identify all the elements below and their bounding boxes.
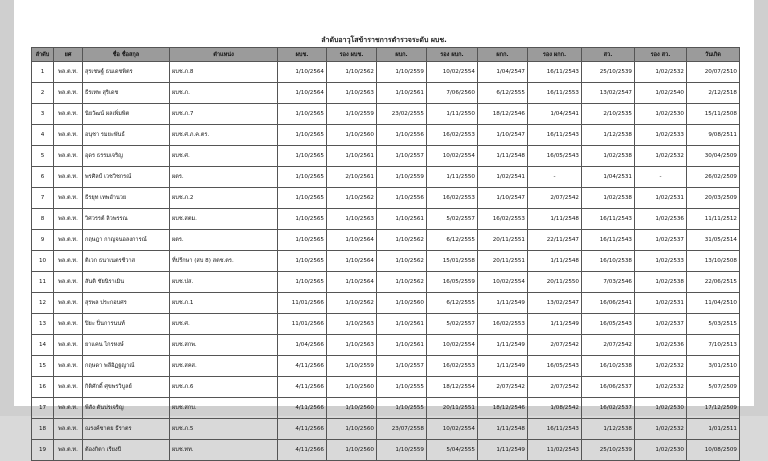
table-cell: 6 — [32, 167, 54, 188]
table-cell: ผบช.ภ.6 — [170, 377, 278, 398]
table-cell: 20/11/2551 — [478, 230, 528, 251]
table-cell: 1/10/2564 — [278, 62, 327, 83]
table-cell: 1/02/2532 — [635, 146, 687, 167]
table-cell: 19 — [32, 440, 54, 461]
table-cell: 10/02/2554 — [427, 419, 478, 440]
table-cell: 1/10/2563 — [327, 314, 377, 335]
table-cell: ธีรเทพ สุริเดช — [83, 83, 170, 104]
table-cell: 2/12/2518 — [687, 83, 740, 104]
table-cell: 1/02/2532 — [635, 419, 687, 440]
table-row — [32, 377, 740, 398]
table-cell: 1/02/2530 — [635, 440, 687, 461]
table-cell: 1/11/2548 — [478, 419, 528, 440]
table-cell: 1 — [32, 62, 54, 83]
table-cell: 4/11/2566 — [278, 356, 327, 377]
table-cell: พล.ต.ท. — [54, 251, 83, 272]
table-cell: 1/11/2549 — [478, 335, 528, 356]
table-cell: 1/10/2560 — [327, 398, 377, 419]
table-cell: 16/10/2538 — [582, 251, 635, 272]
table-cell: พล.ต.ท. — [54, 335, 83, 356]
column-header: รอง ผกก. — [528, 48, 582, 62]
table-cell: ผบช.ทท. — [170, 440, 278, 461]
table-cell: กฤษฎา กาญจนอลงการณ์ — [83, 230, 170, 251]
table-cell: 13/10/2508 — [687, 251, 740, 272]
table-cell: สุรพล ประกอบศร — [83, 293, 170, 314]
table-cell: 4/11/2566 — [278, 377, 327, 398]
table-cell: 18/12/2546 — [478, 104, 528, 125]
background-left — [0, 0, 14, 416]
table-cell: พล.ต.ท. — [54, 125, 83, 146]
table-cell: 1/10/2565 — [278, 125, 327, 146]
table-cell: 17 — [32, 398, 54, 419]
table-cell: 11/04/2510 — [687, 293, 740, 314]
table-cell: 2/07/2542 — [528, 335, 582, 356]
table-cell: 4/11/2566 — [278, 440, 327, 461]
table-cell: 1/10/2564 — [278, 83, 327, 104]
table-cell: 14 — [32, 335, 54, 356]
column-header: ลำดับ — [32, 48, 54, 62]
table-cell: 1/10/2559 — [377, 62, 427, 83]
table-cell: 1/10/2565 — [278, 209, 327, 230]
table-cell: 1/02/2532 — [635, 356, 687, 377]
table-cell: 7/10/2513 — [687, 335, 740, 356]
table-cell: 16/05/2559 — [427, 272, 478, 293]
table-cell: 1/12/2538 — [582, 125, 635, 146]
table-cell: 4 — [32, 125, 54, 146]
table-cell: 1/04/2566 — [278, 335, 327, 356]
table-row — [32, 146, 740, 167]
table-cell: 16/11/2553 — [528, 83, 582, 104]
table-cell: 10/02/2554 — [427, 62, 478, 83]
table-cell: พล.ต.ท. — [54, 209, 83, 230]
table-cell: 9 — [32, 230, 54, 251]
table-cell: 31/05/2514 — [687, 230, 740, 251]
table-cell: 4/11/2566 — [278, 419, 327, 440]
table-cell: 1/10/2565 — [278, 230, 327, 251]
table-cell: 16/02/2537 — [582, 398, 635, 419]
table-cell: 13/02/2547 — [582, 83, 635, 104]
table-cell: พล.ต.ท. — [54, 104, 83, 125]
table-cell: 1/11/2550 — [427, 104, 478, 125]
table-cell: พล.ต.ท. — [54, 314, 83, 335]
table-cell: 1/01/2511 — [687, 419, 740, 440]
table-cell: 16/11/2543 — [582, 230, 635, 251]
table-cell: 2/07/2542 — [528, 188, 582, 209]
table-cell: 10/08/2509 — [687, 440, 740, 461]
column-header: ผบก. — [377, 48, 427, 62]
table-cell: 1/02/2531 — [635, 293, 687, 314]
table-cell: 3 — [32, 104, 54, 125]
table-cell: ปิยะ ปิ่นการนนท์ — [83, 314, 170, 335]
table-cell: 1/02/2537 — [635, 314, 687, 335]
table-cell: 16/02/2553 — [478, 209, 528, 230]
table-row — [32, 62, 740, 83]
table-cell: 6/12/2555 — [427, 230, 478, 251]
table-cell: 1/10/2555 — [377, 377, 427, 398]
column-header: รอง ผบช. — [327, 48, 377, 62]
table-cell: ผบช.สกพ. — [170, 335, 278, 356]
table-cell: 16/11/2543 — [528, 419, 582, 440]
table-cell: 1/10/2560 — [327, 440, 377, 461]
table-cell: 16/02/2553 — [427, 356, 478, 377]
table-cell: 18 — [32, 419, 54, 440]
table-cell: 16/11/2543 — [528, 125, 582, 146]
table-cell: ธีรยุท เทพอำนวย — [83, 188, 170, 209]
column-header: สว. — [582, 48, 635, 62]
table-cell: ผบช.สตม. — [170, 209, 278, 230]
table-cell: 12 — [32, 293, 54, 314]
table-cell: 23/07/2558 — [377, 419, 427, 440]
table-cell: 1/11/2549 — [478, 440, 528, 461]
table-cell: ผบช.ภ. — [170, 83, 278, 104]
table-cell: 5/02/2557 — [427, 314, 478, 335]
table-cell: 1/10/2564 — [327, 230, 377, 251]
table-cell: 30/04/2509 — [687, 146, 740, 167]
table-cell: ที่ปรึกษา (สบ 8) สตช.ตร. — [170, 251, 278, 272]
table-cell: 2/07/2542 — [528, 377, 582, 398]
table-cell: พล.ต.ท. — [54, 293, 83, 314]
table-cell: 1/10/2565 — [278, 188, 327, 209]
table-cell: 8 — [32, 209, 54, 230]
table-cell: 1/10/2561 — [377, 209, 427, 230]
table-cell: 23/02/2555 — [377, 104, 427, 125]
table-cell: 1/10/2564 — [327, 272, 377, 293]
table-cell: 13 — [32, 314, 54, 335]
column-header: ยศ — [54, 48, 83, 62]
table-cell: 6/12/2555 — [427, 293, 478, 314]
table-cell: 1/10/2565 — [278, 251, 327, 272]
table-cell: 1/11/2550 — [427, 167, 478, 188]
table-cell: ผบช.ปส. — [170, 272, 278, 293]
table-cell: 1/02/2538 — [582, 146, 635, 167]
table-cell: 7/03/2546 — [582, 272, 635, 293]
table-cell: 16/02/2553 — [427, 125, 478, 146]
table-cell: 16/06/2537 — [582, 377, 635, 398]
table-cell: ต้องกิตา เรียงปี — [83, 440, 170, 461]
table-cell: 11/11/2512 — [687, 209, 740, 230]
table-cell: 4/11/2566 — [278, 398, 327, 419]
table-cell: สันติ ชัยนิราเมิน — [83, 272, 170, 293]
table-cell: 1/02/2533 — [635, 125, 687, 146]
table-cell: 5/07/2509 — [687, 377, 740, 398]
table-cell: 2/07/2542 — [582, 335, 635, 356]
column-header: วันเกิด — [687, 48, 740, 62]
table-cell: 25/10/2539 — [582, 440, 635, 461]
table-cell: กิติศักดิ์ ศุขพรวิบูลย์ — [83, 377, 170, 398]
table-cell: 16/11/2543 — [528, 62, 582, 83]
table-row — [32, 104, 740, 125]
table-cell: 26/02/2509 — [687, 167, 740, 188]
table-cell: พล.ต.ท. — [54, 440, 83, 461]
table-cell: 22/11/2547 — [528, 230, 582, 251]
table-cell: 1/10/2560 — [327, 377, 377, 398]
table-cell: ผบช.ภ.1 — [170, 293, 278, 314]
table-cell: อนุชา รมยะพันธ์ — [83, 125, 170, 146]
table-cell: 10 — [32, 251, 54, 272]
table-cell: พล.ต.ท. — [54, 419, 83, 440]
table-cell: พีสัง ตันปรเจริญ — [83, 398, 170, 419]
table-cell: พล.ต.ท. — [54, 146, 83, 167]
table-cell: 16/02/2553 — [478, 314, 528, 335]
table-cell: 7 — [32, 188, 54, 209]
table-cell: 1/10/2562 — [327, 188, 377, 209]
table-cell: พล.ต.ท. — [54, 377, 83, 398]
table-cell: 1/10/2565 — [278, 104, 327, 125]
table-cell: 1/02/2532 — [635, 62, 687, 83]
table-row — [32, 293, 740, 314]
table-cell: ผบช.ภ.7 — [170, 104, 278, 125]
table-cell: นิยวัฒน์ ผลเพิ่มพิต — [83, 104, 170, 125]
table-cell: 11/01/2566 — [278, 314, 327, 335]
table-cell: 10/02/2554 — [427, 335, 478, 356]
table-cell: 1/10/2559 — [377, 440, 427, 461]
table-cell: 1/10/2562 — [327, 293, 377, 314]
table-cell: 16/02/2553 — [427, 188, 478, 209]
table-cell: 25/10/2539 — [582, 62, 635, 83]
table-cell: ผตร. — [170, 167, 278, 188]
table-cell: - — [528, 167, 582, 188]
table-cell: 1/10/2561 — [377, 83, 427, 104]
table-cell: 1/10/2547 — [478, 125, 528, 146]
table-cell: 1/02/2540 — [635, 83, 687, 104]
table-row — [32, 398, 740, 419]
table-cell: 1/10/2563 — [327, 209, 377, 230]
table-cell: 1/02/2533 — [635, 251, 687, 272]
table-row — [32, 251, 740, 272]
table-cell: 1/10/2565 — [278, 272, 327, 293]
table-cell: 1/02/2538 — [582, 188, 635, 209]
table-cell: 5/02/2557 — [427, 209, 478, 230]
table-cell: 1/08/2542 — [528, 398, 582, 419]
document-title: ลำดับอาวุโสข้าราชการตำรวจระดับ ผบช. — [321, 36, 447, 44]
table-cell: 11 — [32, 272, 54, 293]
table-cell: ผบช.สคส. — [170, 356, 278, 377]
table-cell: 15/11/2508 — [687, 104, 740, 125]
table-cell: 1/11/2549 — [478, 356, 528, 377]
table-cell: 16/05/2543 — [528, 146, 582, 167]
table-cell: 5/03/2515 — [687, 314, 740, 335]
table-cell: ยาแคน ไกรหงษ์ — [83, 335, 170, 356]
table-cell: 18/12/2546 — [478, 398, 528, 419]
table-cell: 1/02/2531 — [635, 188, 687, 209]
table-cell: ผบช.ภ.5 — [170, 419, 278, 440]
table-cell: 22/06/2515 — [687, 272, 740, 293]
table-row — [32, 272, 740, 293]
table-cell: พล.ต.ท. — [54, 272, 83, 293]
background-right — [754, 0, 768, 416]
table-cell: 1/10/2565 — [278, 146, 327, 167]
table-cell: 16 — [32, 377, 54, 398]
table-cell: 1/02/2536 — [635, 335, 687, 356]
table-cell: 1/11/2549 — [528, 314, 582, 335]
table-row — [32, 83, 740, 104]
table-cell: ติเวก ธนาเนตรชีวาส — [83, 251, 170, 272]
table-cell: ผบช.ภ.8 — [170, 62, 278, 83]
table-cell: ผบช.ศ. — [170, 146, 278, 167]
table-cell: 1/11/2549 — [478, 293, 528, 314]
table-cell: 1/10/2562 — [377, 272, 427, 293]
table-cell: 20/11/2551 — [478, 251, 528, 272]
table-cell: 18/12/2554 — [427, 377, 478, 398]
table-cell: 1/02/2530 — [635, 398, 687, 419]
table-cell: 1/02/2532 — [635, 377, 687, 398]
table-cell: 3/01/2510 — [687, 356, 740, 377]
table-cell: 1/10/2557 — [377, 356, 427, 377]
table-cell: 1/10/2563 — [327, 335, 377, 356]
table-row — [32, 125, 740, 146]
table-cell: พรศิลป์ เวชวิชกรณ์ — [83, 167, 170, 188]
table-cell: 16/11/2543 — [582, 209, 635, 230]
table-cell: 1/10/2562 — [377, 230, 427, 251]
table-cell: 20/03/2509 — [687, 188, 740, 209]
table-cell: 11/01/2566 — [278, 293, 327, 314]
table-cell: 1/11/2548 — [528, 251, 582, 272]
table-cell: 2/10/2535 — [582, 104, 635, 125]
table-cell: 1/10/2564 — [327, 251, 377, 272]
table-cell: 1/04/2541 — [528, 104, 582, 125]
table-cell: สุรเชษฐ์ ธนเดชพิตร — [83, 62, 170, 83]
table-cell: 15 — [32, 356, 54, 377]
seniority-table — [31, 47, 740, 461]
table-cell: ผตร. — [170, 230, 278, 251]
table-cell: ผบช.สกบ. — [170, 398, 278, 419]
table-cell: 1/10/2561 — [377, 335, 427, 356]
table-cell: 1/10/2560 — [327, 125, 377, 146]
table-cell: 1/10/2560 — [377, 293, 427, 314]
table-cell: ผบช.ศ.ภ.ค.ตร. — [170, 125, 278, 146]
table-cell: 1/10/2562 — [377, 251, 427, 272]
table-cell: พล.ต.ท. — [54, 167, 83, 188]
table-cell: 16/05/2543 — [582, 314, 635, 335]
table-cell: 16/10/2538 — [582, 356, 635, 377]
table-cell: 1/02/2541 — [478, 167, 528, 188]
table-header-row — [32, 48, 740, 62]
table-cell: 6/12/2555 — [478, 83, 528, 104]
table-cell: 2/07/2542 — [478, 377, 528, 398]
table-cell: 20/11/2551 — [427, 398, 478, 419]
table-cell: ณรงค์ชาตย ธีราตร — [83, 419, 170, 440]
table-cell: 2 — [32, 83, 54, 104]
table-row — [32, 419, 740, 440]
table-cell: 1/11/2548 — [528, 209, 582, 230]
table-row — [32, 314, 740, 335]
table-cell: 1/10/2561 — [327, 146, 377, 167]
column-header: รอง ผบก. — [427, 48, 478, 62]
table-cell: 1/11/2548 — [478, 146, 528, 167]
table-cell: 1/10/2557 — [377, 146, 427, 167]
table-cell: 1/10/2559 — [377, 167, 427, 188]
table-cell: 15/01/2558 — [427, 251, 478, 272]
table-cell: วิศวรรต์ ลิวพรรณ — [83, 209, 170, 230]
table-cell: 7/06/2560 — [427, 83, 478, 104]
table-cell: 16/05/2543 — [528, 356, 582, 377]
table-cell: 1/02/2538 — [635, 272, 687, 293]
table-cell: 1/10/2561 — [377, 314, 427, 335]
table-cell: พล.ต.ท. — [54, 230, 83, 251]
table-cell: 13/02/2547 — [528, 293, 582, 314]
table-cell: 1/02/2537 — [635, 230, 687, 251]
column-header: ตำแหน่ง — [170, 48, 278, 62]
table-row — [32, 167, 740, 188]
table-cell: 1/10/2565 — [278, 167, 327, 188]
table-cell: 20/07/2510 — [687, 62, 740, 83]
table-cell: 1/10/2556 — [377, 125, 427, 146]
table-row — [32, 209, 740, 230]
table-cell: พล.ต.ท. — [54, 398, 83, 419]
table-cell: 1/10/2562 — [327, 62, 377, 83]
table-cell: 16/06/2541 — [582, 293, 635, 314]
table-row — [32, 188, 740, 209]
table-row — [32, 356, 740, 377]
table-cell: 5 — [32, 146, 54, 167]
table-cell: 10/02/2554 — [478, 272, 528, 293]
table-cell: 20/11/2550 — [528, 272, 582, 293]
table-cell: 11/02/2543 — [528, 440, 582, 461]
table-row — [32, 335, 740, 356]
table-cell: 10/02/2554 — [427, 146, 478, 167]
table-cell: พล.ต.ท. — [54, 356, 83, 377]
table-cell: ผบช.ศ. — [170, 314, 278, 335]
column-header: ชื่อ ชื่อสกุล — [83, 48, 170, 62]
table-cell: พล.ต.ท. — [54, 62, 83, 83]
table-cell: 5/04/2555 — [427, 440, 478, 461]
table-cell: 1/10/2560 — [327, 419, 377, 440]
table-cell: ผบช.ภ.2 — [170, 188, 278, 209]
table-row — [32, 230, 740, 251]
table-cell: - — [635, 167, 687, 188]
table-cell: 1/12/2538 — [582, 419, 635, 440]
table-cell: พล.ต.ท. — [54, 188, 83, 209]
table-cell: 2/10/2561 — [327, 167, 377, 188]
column-header: ผบช. — [278, 48, 327, 62]
table-cell: 1/04/2547 — [478, 62, 528, 83]
column-header: รอง สว. — [635, 48, 687, 62]
table-cell: 1/10/2556 — [377, 188, 427, 209]
table-cell: 1/10/2555 — [377, 398, 427, 419]
table-cell: 1/10/2563 — [327, 83, 377, 104]
table-cell: 1/02/2536 — [635, 209, 687, 230]
table-cell: 1/10/2547 — [478, 188, 528, 209]
table-cell: พล.ต.ท. — [54, 83, 83, 104]
table-cell: 1/10/2559 — [327, 356, 377, 377]
table-cell: 1/02/2530 — [635, 104, 687, 125]
table-cell: 9/08/2511 — [687, 125, 740, 146]
table-row — [32, 440, 740, 461]
table-cell: กฤษดา พลีอิฏฐญาณ์ — [83, 356, 170, 377]
column-header: ผกก. — [478, 48, 528, 62]
table-cell: 17/12/2509 — [687, 398, 740, 419]
table-cell: อุดร ธรรมเจริญ — [83, 146, 170, 167]
table-cell: 1/10/2559 — [327, 104, 377, 125]
table-cell: 1/04/2531 — [582, 167, 635, 188]
